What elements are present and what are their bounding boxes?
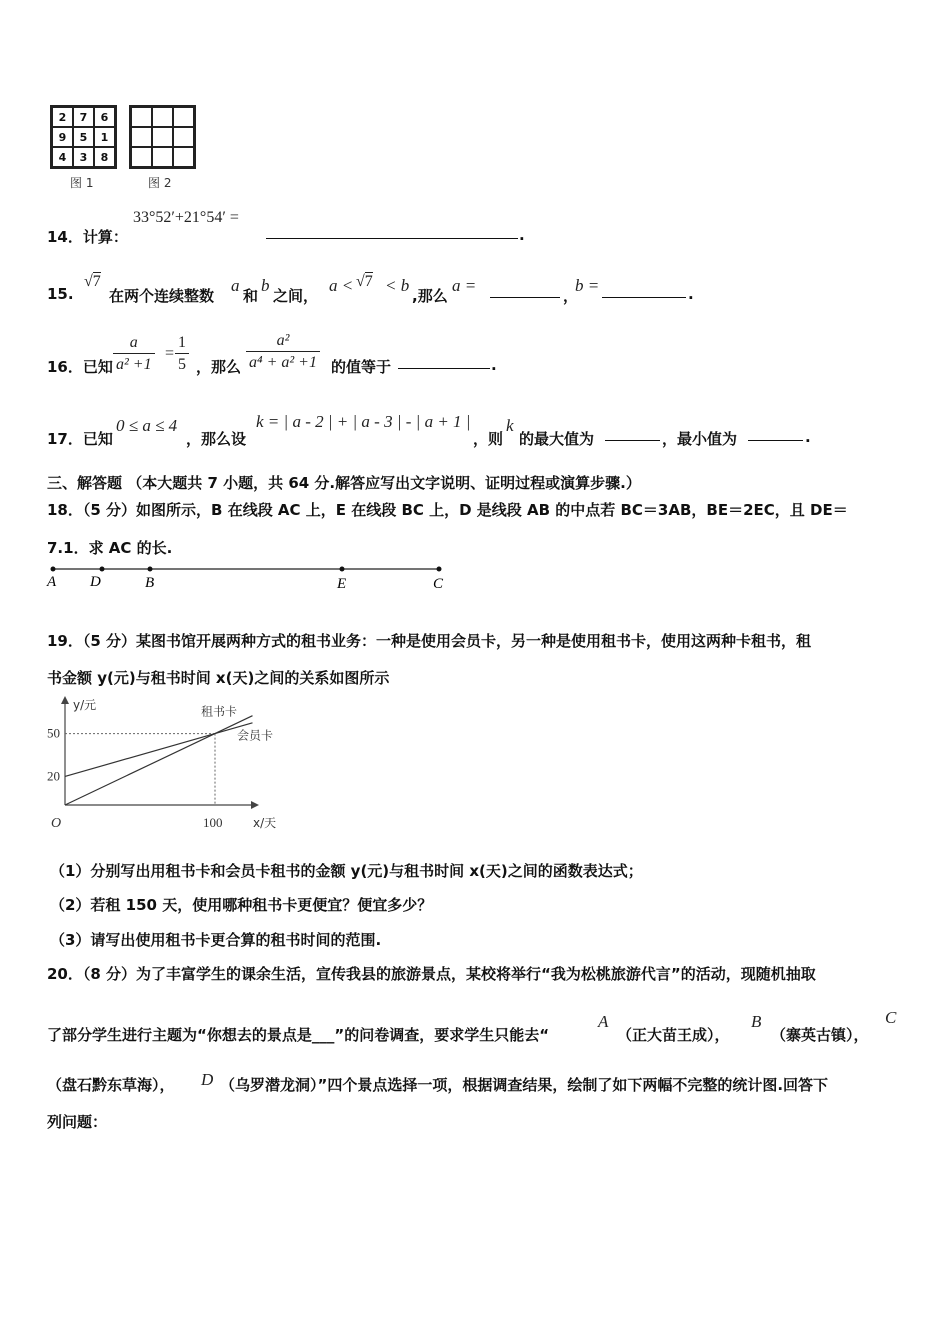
y-tick-label: 50 [47, 725, 60, 741]
q16-label: 16．已知 [47, 358, 113, 376]
point-a-label: A [47, 574, 57, 590]
q18-line-1: 18．（5 分）如图所示，B 在线段 AC 上，E 在线段 BC 上，D 是线段 AB 的中点若 BC＝3AB，BE＝2EC，且 DE＝ [47, 501, 848, 519]
q15-radicand: 7 [92, 273, 101, 290]
q16-f2-numerator: 1 [178, 334, 186, 351]
q15-text1: 在两个连续整数 [109, 287, 215, 305]
point-d-label: D [90, 574, 101, 590]
q16-fraction-target [246, 331, 320, 374]
rental-fee-chart [40, 695, 277, 831]
q17-then: ，则 [473, 430, 504, 448]
q17-end: . [805, 428, 811, 446]
q15-then: ,那么 [412, 287, 448, 305]
q15-a-eq: a = [452, 276, 477, 295]
section-3-heading: 三、解答题 （本大题共 7 小题，共 64 分.解答应写出文字说明、证明过程或演算步骤.） [47, 474, 641, 492]
magic-square-cell: 8 [94, 147, 115, 167]
point-c-label: C [433, 576, 444, 592]
q15-between: 之间， [273, 287, 319, 305]
q15-comma: ， [563, 287, 579, 305]
point-c-dot [437, 567, 442, 572]
q20-line-4: 列问题： [47, 1113, 108, 1131]
figure-2-caption: 图 2 [148, 176, 172, 190]
q15-end: . [688, 285, 694, 303]
point-b-label: B [145, 575, 155, 591]
q14-answer-blank[interactable] [266, 224, 518, 239]
q16-fraction-one-fifth [175, 333, 189, 376]
q20-line-3: （乌罗潜龙洞）”四个景点选择一项，根据调查结果，绘制了如下两幅不完整的统计图.回答下 [220, 1076, 829, 1094]
q16-f1-denominator: a² +1 [113, 353, 155, 376]
q14-end: . [519, 226, 525, 244]
point-e-label: E [337, 576, 347, 592]
q17-max-label: 的最大值为 [519, 430, 595, 448]
point-b-dot [148, 567, 153, 572]
x-tick-label: 100 [203, 815, 223, 830]
q15-number: 15. [47, 285, 74, 303]
empty-grid-figure-2 [129, 105, 196, 169]
q19-line-1: 19．（5 分）某图书馆开展两种方式的租书业务：一种是使用会员卡，另一种是使用租书卡，使用这两种卡租书，租 [47, 632, 812, 650]
magic-square-cell: 5 [73, 127, 94, 147]
q20-line-1: 20．（8 分）为了丰富学生的课余生活，宣传我县的旅游景点，某校将举行“我为松桃旅游代言”的活动，现随机抽取 [47, 965, 816, 983]
legend-member-card: 会员卡 [237, 728, 274, 743]
q20-option-c-place: （盘石黔东草海）， [47, 1076, 175, 1094]
q20-option-c: C [885, 1008, 897, 1027]
q19-sub-3: （3）请写出使用租书卡更合算的租书时间的范围. [50, 931, 382, 949]
q15-b-blank[interactable] [602, 283, 686, 298]
q15-and: 和 [243, 287, 259, 305]
magic-square-figure-1 [50, 105, 117, 169]
point-d-dot [100, 567, 105, 572]
q15-sqrt7: √7 [84, 273, 101, 290]
legend-rental-card: 租书卡 [201, 704, 238, 719]
origin-label: O [51, 816, 62, 831]
q20-option-b: B [751, 1012, 762, 1031]
q15-a-blank[interactable] [490, 283, 560, 298]
q20-option-a-place: （正大苗王成）， [617, 1026, 730, 1044]
q16-f1-numerator: a [129, 334, 138, 351]
q15-b-eq: b = [575, 276, 600, 295]
magic-square-cell: 6 [94, 107, 115, 127]
q17-label: 17．已知 [47, 430, 113, 448]
q15-ineq-b: < b [385, 276, 410, 295]
figure-1-caption: 图 1 [70, 176, 94, 190]
q16-equals: = [165, 345, 175, 362]
q15-var-a: a [231, 276, 240, 295]
q19-sub-1: （1）分别写出用租书卡和会员卡租书的金额 y(元)与租书时间 x(天)之间的函数表达式； [50, 862, 643, 880]
q18-segment-diagram [40, 560, 460, 595]
series-line-member-card [65, 723, 253, 777]
q17-k: k [506, 416, 514, 435]
q16-f3-denominator: a⁴ + a² +1 [246, 351, 320, 374]
q14-expression: 33°52′+21°54′ = [133, 209, 239, 226]
point-e-dot [340, 567, 345, 572]
magic-square-cell: 3 [73, 147, 94, 167]
q18-line-2: 7.1．求 AC 的长. [47, 539, 173, 557]
series-line-rental-card [65, 716, 253, 805]
magic-square-cell: 7 [73, 107, 94, 127]
y-tick-label: 20 [47, 768, 60, 784]
q17-min-label: ，最小值为 [662, 430, 738, 448]
q15-ineq-a: a < [329, 276, 354, 295]
magic-square-cell: 9 [52, 127, 73, 147]
q20-option-d: D [201, 1070, 214, 1089]
q17-k-expression: k = | a - 2 | + | a - 3 | - | a + 1 | [256, 412, 471, 431]
x-axis-label: x/天 [253, 816, 277, 830]
x-axis-arrow [251, 801, 259, 809]
y-axis-label: y/元 [73, 698, 97, 712]
q19-sub-2: （2）若租 150 天，使用哪种租书卡更便宜？便宜多少？ [50, 896, 433, 914]
q16-then: ，那么 [196, 358, 242, 376]
magic-square-cell: 2 [52, 107, 73, 127]
q14-label: 14．计算： [47, 228, 128, 246]
q16-fraction-a [113, 333, 155, 376]
q17-condition: 0 ≤ a ≤ 4 [116, 416, 178, 435]
q15-ineq-radicand: 7 [364, 273, 373, 290]
magic-square-cell: 1 [94, 127, 115, 147]
q16-answer-blank[interactable] [398, 354, 490, 369]
q15-var-b: b [261, 276, 270, 295]
q20-line-2: 了部分学生进行主题为“你想去的景点是___”的问卷调查，要求学生只能去“ [47, 1026, 550, 1044]
q16-f2-denominator: 5 [175, 353, 189, 376]
magic-square-cell: 4 [52, 147, 73, 167]
q17-max-blank[interactable] [605, 426, 660, 441]
q20-option-b-place: （寨英古镇）， [771, 1026, 869, 1044]
q20-option-a: A [598, 1012, 609, 1031]
y-axis-arrow [61, 696, 69, 704]
point-a-dot [51, 567, 56, 572]
q19-line-2: 书金额 y(元)与租书时间 x(天)之间的关系如图所示 [47, 669, 390, 687]
q16-end: . [491, 356, 497, 374]
q16-f3-numerator: a² [276, 332, 290, 349]
q16-tail: 的值等于 [331, 358, 392, 376]
q17-let: ，那么设 [186, 430, 247, 448]
q15-ineq-sqrt7: √7 [356, 273, 373, 290]
q17-min-blank[interactable] [748, 426, 803, 441]
